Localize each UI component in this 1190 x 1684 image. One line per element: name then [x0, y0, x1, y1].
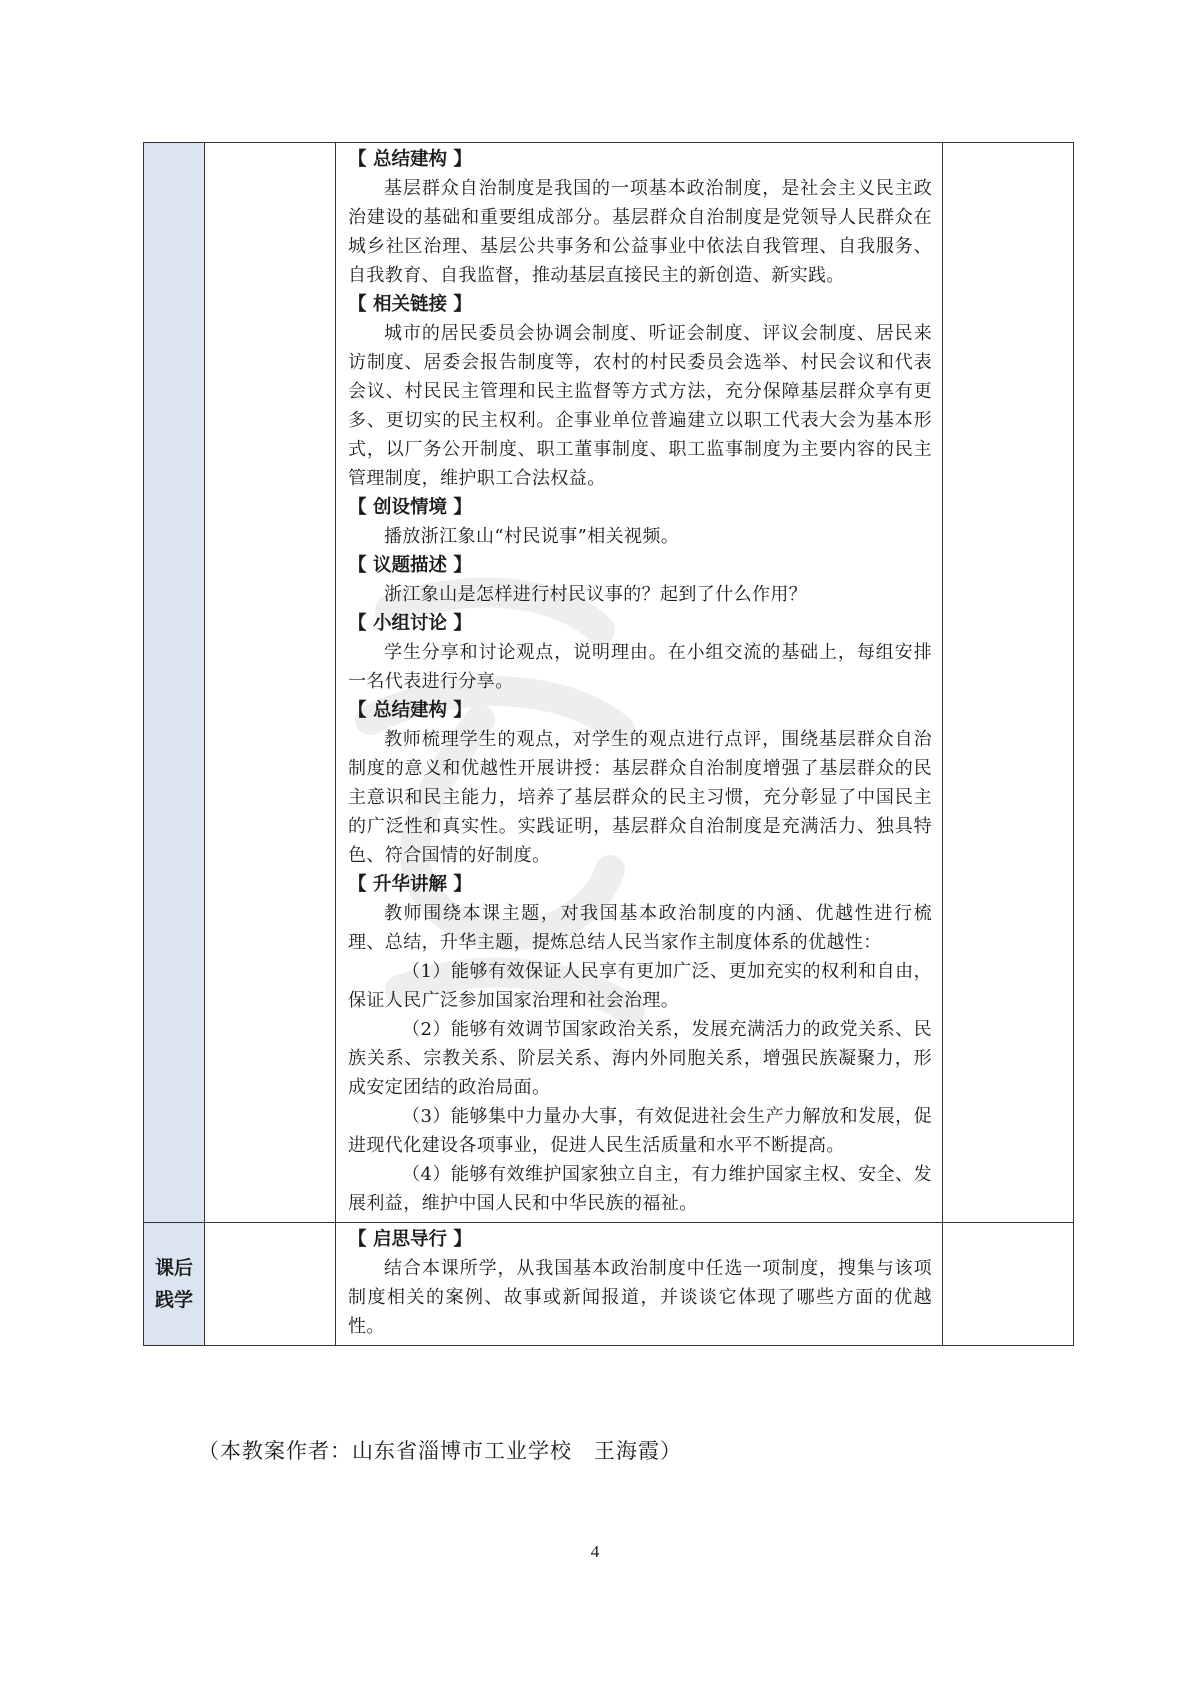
section-paragraph: 学生分享和讨论观点，说明理由。在小组交流的基础上，每组安排一名代表进行分享。	[348, 642, 932, 692]
stage-label-line: 践学	[154, 1289, 193, 1311]
content-cell	[336, 1223, 943, 1346]
content-section	[348, 870, 932, 1218]
lesson-plan-table	[143, 142, 1074, 1346]
section-paragraph: 浙江象山是怎样进行村民议事的？起到了什么作用？	[384, 584, 808, 605]
numbered-point: （3）能够集中力量办大事，有效促进社会生产力解放和发展，促进现代化建设各项事业，促进人民生活质量和水平不断提高。	[348, 1106, 932, 1156]
page-number: 4	[590, 1542, 600, 1561]
section-heading: 【 启思导行 】	[348, 1229, 472, 1250]
author-credit: （本教案作者：山东省淄博市工业学校 王海霞）	[198, 1439, 682, 1463]
numbered-point: （4）能够有效维护国家独立自主，有力维护国家主权、安全、发展利益，维护中国人民和中华民族的福祉。	[348, 1164, 932, 1214]
content-section	[348, 696, 932, 870]
section-heading: 【 议题描述 】	[348, 555, 472, 576]
stage-label-line: 课后	[154, 1257, 193, 1279]
table-row-main	[144, 143, 1074, 1223]
content-section	[348, 145, 932, 290]
stage-label-cell	[144, 1223, 205, 1346]
section-paragraph: 城市的居民委员会协调会制度、听证会制度、评议会制度、居民来访制度、居委会报告制度等，农村的村民委员会选举、村民会议和代表会议、村民民主管理和民主监督等方式方法，充分保障基层群众享有更多、更切实的民主权利。企事业单位普遍建立以职工代表大会为基本形式，以厂务公开制度、职工董事制度、职工监事制度为主要内容的民主管理制度，维护职工合法权益。	[348, 323, 932, 489]
section-paragraph: 教师梳理学生的观点，对学生的观点进行点评，围绕基层群众自治制度的意义和优越性开展讲授：基层群众自治制度增强了基层群众的民主意识和民主能力，培养了基层群众的民主习惯，充分彰显了中国民主的广泛性和真实性。实践证明，基层群众自治制度是充满活力、独具特色、符合国情的好制度。	[348, 729, 932, 866]
content-section	[348, 493, 932, 551]
notes-cell	[943, 143, 1074, 1223]
content-section	[348, 290, 932, 493]
notes-cell	[943, 1223, 1074, 1346]
table-row-after-class	[144, 1223, 1074, 1346]
section-paragraph: 教师围绕本课主题，对我国基本政治制度的内涵、优越性进行梳理、总结，升华主题，提炼总结人民当家作主制度体系的优越性：	[348, 903, 932, 953]
section-heading: 【 相关链接 】	[348, 294, 472, 315]
stage-label-cell	[144, 143, 205, 1223]
section-heading: 【 总结建构 】	[348, 700, 472, 721]
section-paragraph: 播放浙江象山“村民说事”相关视频。	[384, 526, 680, 547]
section-heading: 【 总结建构 】	[348, 149, 472, 170]
content-section	[348, 609, 932, 696]
content-section	[348, 551, 932, 609]
section-paragraph: 基层群众自治制度是我国的一项基本政治制度，是社会主义民主政治建设的基础和重要组成部分。基层群众自治制度是党领导人民群众在城乡社区治理、基层公共事务和公益事业中依法自我管理、自我服务、自我教育、自我监督，推动基层直接民主的新创造、新实践。	[348, 178, 932, 286]
numbered-point: （1）能够有效保证人民享有更加广泛、更加充实的权利和自由，保证人民广泛参加国家治理和社会治理。	[348, 961, 932, 1011]
stage-label	[144, 1252, 204, 1316]
activity-cell	[205, 143, 336, 1223]
section-paragraph: 结合本课所学，从我国基本政治制度中任选一项制度，搜集与该项制度相关的案例、故事或新闻报道，并谈谈它体现了哪些方面的优越性。	[348, 1258, 932, 1337]
section-heading: 【 小组讨论 】	[348, 613, 472, 634]
activity-cell	[205, 1223, 336, 1346]
numbered-point: （2）能够有效调节国家政治关系，发展充满活力的政党关系、民族关系、宗教关系、阶层关系、海内外同胞关系，增强民族凝聚力，形成安定团结的政治局面。	[348, 1019, 932, 1098]
section-heading: 【 创设情境 】	[348, 497, 472, 518]
content-cell	[336, 143, 943, 1223]
section-heading: 【 升华讲解 】	[348, 874, 472, 895]
